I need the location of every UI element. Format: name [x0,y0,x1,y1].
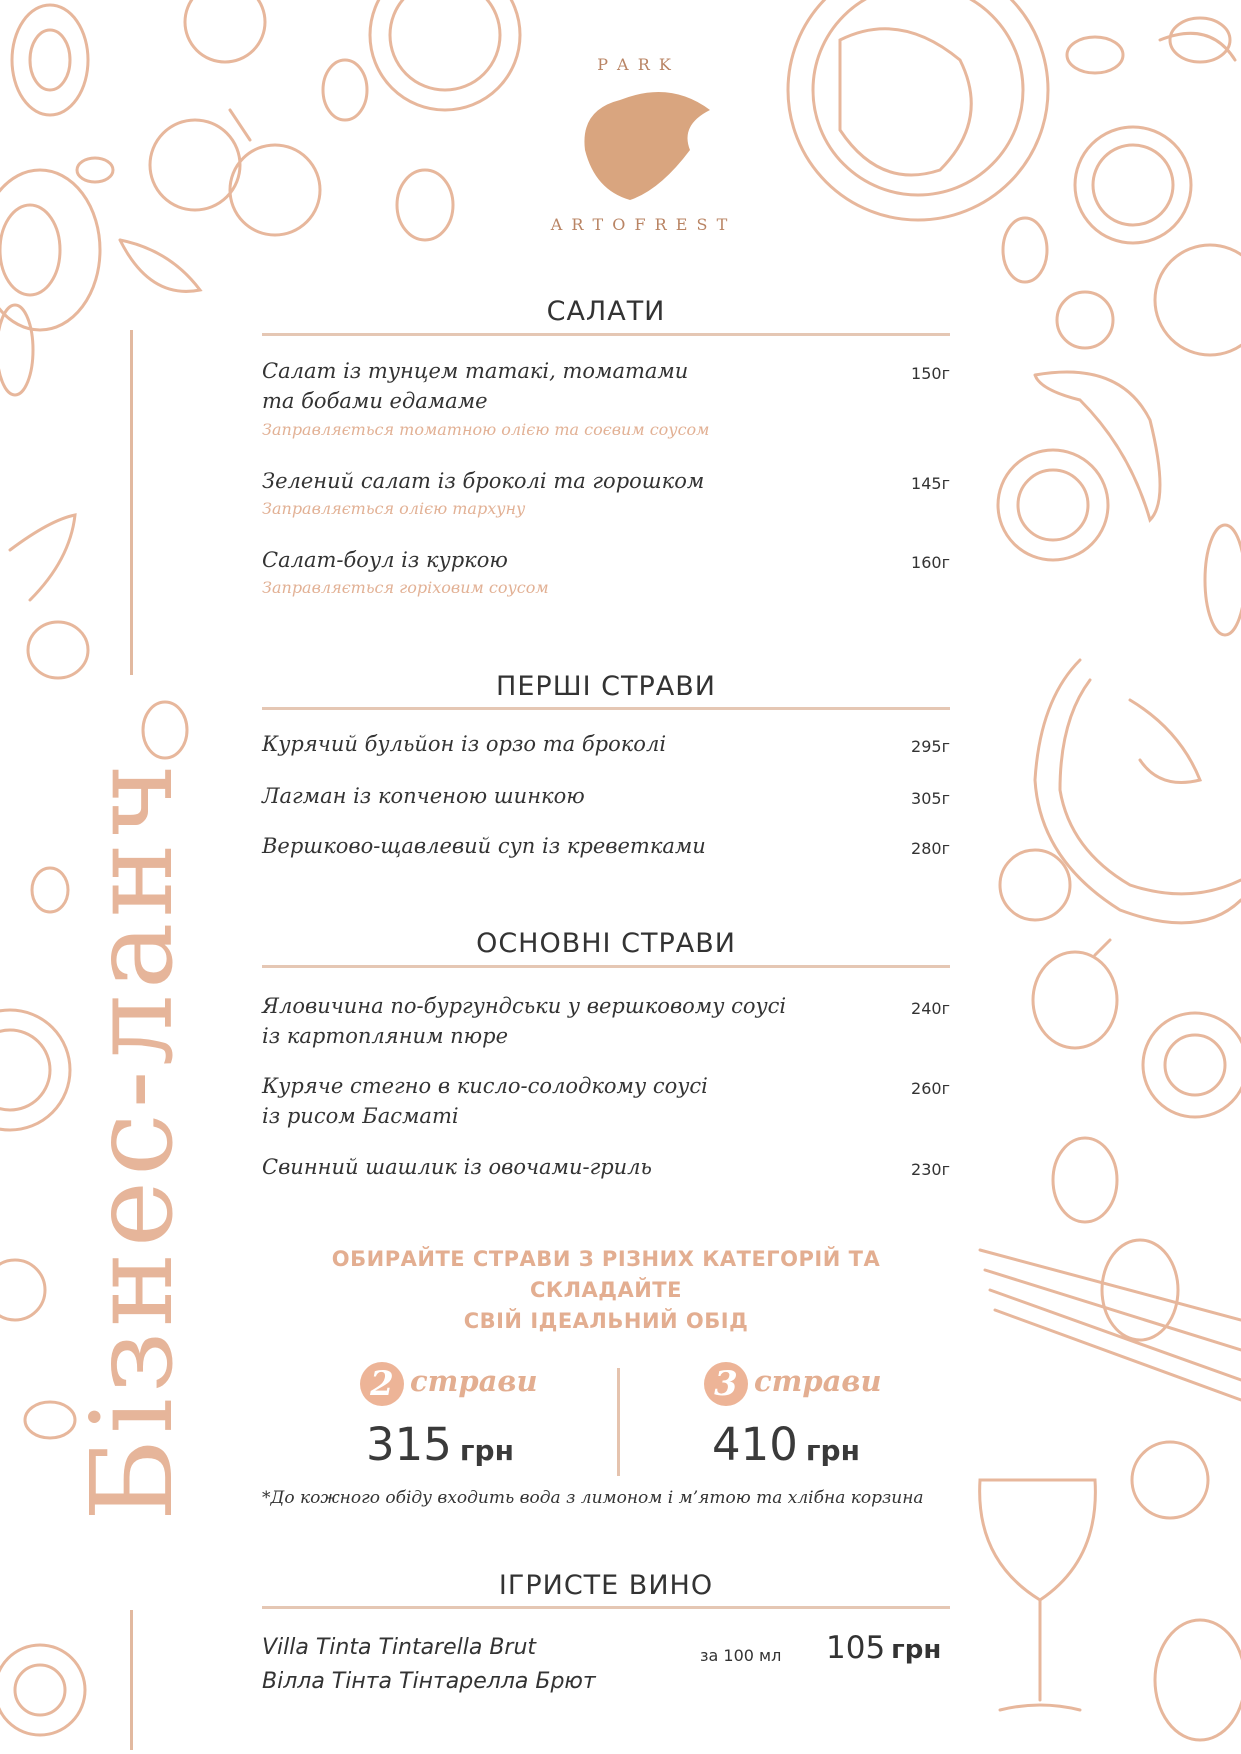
menu-item-note: Заправляється томатною олією та соєвим соусом [262,420,710,439]
menu-item-name: Зелений салат із броколі та горошком [262,469,705,493]
section-divider [262,333,950,336]
menu-item-name: Вершково-щавлевий суп із креветками [262,834,706,858]
menu-item-weight: 150г [911,364,950,383]
menu-item-name: Салат із тунцем татакі, томатами та бобами едамаме [262,359,689,413]
wine-name-latin: Villa Tinta Tintarella Brut [262,1635,537,1660]
section-title-main-courses: ОСНОВНІ СТРАВИ [476,928,736,959]
svg-text:A R T O F R E S T: A R T O F R E S T [550,215,730,234]
park-logo [540,40,740,240]
menu-item-weight: 230г [911,1160,950,1179]
menu-item-weight: 160г [911,553,950,572]
vertical-rule-bottom [130,1610,133,1750]
menu-title: Бізнес-ланч [68,758,198,1522]
section-title-sparkling-wine: ІГРИСТЕ ВИНО [498,1570,714,1601]
menu-item-name: Свинний шашлик із овочами-гриль [262,1155,652,1179]
offer-price: 410 грн [712,1418,860,1471]
offer-divider [617,1368,620,1476]
offer-count-badge: 2 [360,1362,404,1406]
section-title-first-courses: ПЕРШІ СТРАВИ [496,671,716,702]
section-divider [262,965,950,968]
offer-label: страви [754,1364,882,1398]
offer-label: страви [410,1364,538,1398]
offer-price: 315 грн [366,1418,514,1471]
menu-item-name: Лагман із копченою шинкою [262,784,585,808]
menu-item-note: Заправляється горіховим соусом [262,578,549,597]
promo-text: ОБИРАЙТЕ СТРАВИ З РІЗНИХ КАТЕГОРІЙ ТА СКЛАДАЙТЕ СВІЙ ІДЕАЛЬНИЙ ОБІД [331,1247,881,1333]
section-divider [262,1606,950,1609]
section-divider [262,707,950,710]
svg-text:P A R K: P A R K [597,55,673,74]
offer-count-badge: 3 [704,1362,748,1406]
wine-volume: за 100 мл [700,1646,782,1665]
menu-item-note: Заправляється олією тархуну [262,499,526,518]
menu-item-weight: 295г [911,737,950,756]
menu-item-name: Куряче стегно в кисло-солодкому соусі із рисом Басматі [262,1074,708,1128]
wine-price: 105 грн [826,1630,942,1666]
vertical-rule-top [130,330,133,675]
menu-item-name: Салат-боул із куркою [262,548,508,572]
menu-item-name: Курячий бульйон із орзо та броколі [262,732,667,756]
section-title-salads: САЛАТИ [546,296,666,327]
menu-item-name: Яловичина по-бургундськи у вершковому соусі із картопляним пюре [262,994,787,1048]
menu-item-weight: 145г [911,474,950,493]
wine-name-cyrillic: Вілла Тінта Тінтарелла Брют [262,1669,596,1694]
menu-item-weight: 305г [911,789,950,808]
menu-item-weight: 240г [911,999,950,1018]
footnote: *До кожного обіду входить вода з лимоном і м’ятою та хлібна корзина [262,1488,924,1508]
menu-item-weight: 260г [911,1079,950,1098]
menu-item-weight: 280г [911,839,950,858]
